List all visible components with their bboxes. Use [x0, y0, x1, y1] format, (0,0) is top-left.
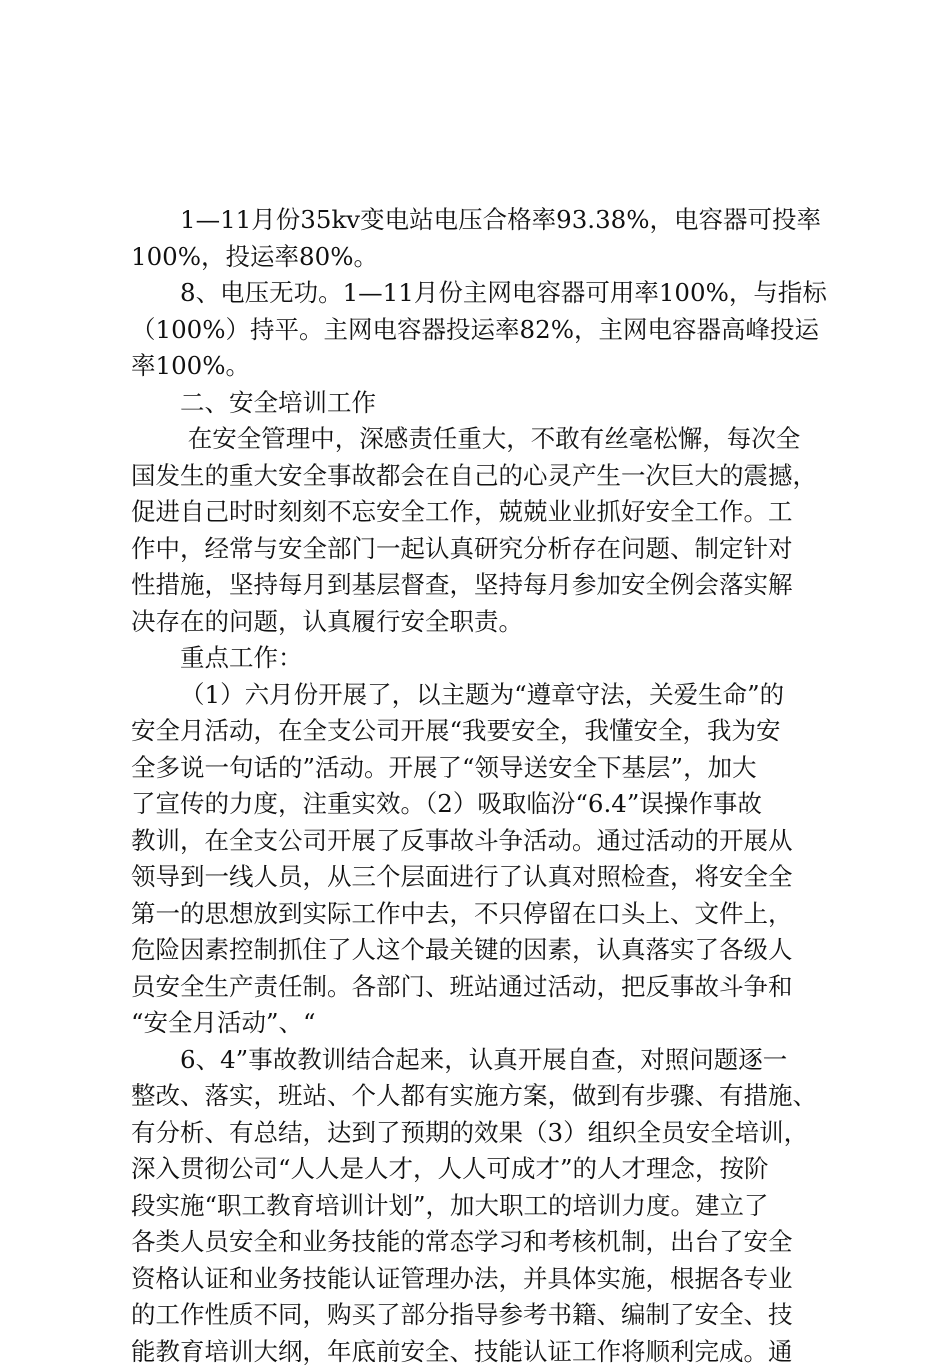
text-line: 作中，经常与安全部门一起认真研究分析存在问题、制定针对 — [131, 531, 831, 568]
text-line: 有分析、有总结，达到了预期的效果（3）组织全员安全培训， — [131, 1115, 831, 1152]
text-line: 了宣传的力度，注重实效。（2）吸取临汾“6.4”误操作事故 — [131, 786, 831, 823]
text-line: 员安全生产责任制。各部门、班站通过活动，把反事故斗争和 — [131, 969, 831, 1006]
text-line: 8、电压无功。1—11月份主网电容器可用率100%，与指标 — [131, 275, 831, 312]
text-line: 段实施“职工教育培训计划”，加大职工的培训力度。建立了 — [131, 1188, 831, 1225]
text-line: 6、4”事故教训结合起来，认真开展自查，对照问题逐一 — [131, 1042, 831, 1079]
text-line: 的工作性质不同，购买了部分指导参考书籍、编制了安全、技 — [131, 1297, 831, 1334]
text-line: 国发生的重大安全事故都会在自己的心灵产生一次巨大的震撼， — [131, 458, 831, 495]
text-line: 二、安全培训工作 — [131, 385, 831, 422]
text-line: 1—11月份35kv变电站电压合格率93.38%，电容器可投率 — [131, 202, 831, 239]
text-line: 整改、落实，班站、个人都有实施方案，做到有步骤、有措施、 — [131, 1078, 831, 1115]
text-line: 100%，投运率80%。 — [131, 239, 831, 276]
body-text — [131, 202, 831, 1370]
text-line: 全多说一句话的”活动。开展了“领导送安全下基层”，加大 — [131, 750, 831, 787]
text-line: 资格认证和业务技能认证管理办法，并具体实施，根据各专业 — [131, 1261, 831, 1298]
text-line: 重点工作： — [131, 640, 831, 677]
text-line: 危险因素控制抓住了人这个最关键的因素，认真落实了各级人 — [131, 932, 831, 969]
text-line: 领导到一线人员，从三个层面进行了认真对照检查，将安全全 — [131, 859, 831, 896]
text-line: （1）六月份开展了，以主题为“遵章守法，关爱生命”的 — [131, 677, 831, 714]
text-line: 深入贯彻公司“人人是人才，人人可成才”的人才理念，按阶 — [131, 1151, 831, 1188]
text-line: 促进自己时时刻刻不忘安全工作，兢兢业业抓好安全工作。工 — [131, 494, 831, 531]
text-line: 教训，在全支公司开展了反事故斗争活动。通过活动的开展从 — [131, 823, 831, 860]
text-line: “安全月活动”、“ — [131, 1005, 831, 1042]
text-line: （100%）持平。主网电容器投运率82%，主网电容器高峰投运 — [131, 312, 831, 349]
text-line: 决存在的问题，认真履行安全职责。 — [131, 604, 831, 641]
text-line: 性措施，坚持每月到基层督查，坚持每月参加安全例会落实解 — [131, 567, 831, 604]
text-line: 第一的思想放到实际工作中去，不只停留在口头上、文件上， — [131, 896, 831, 933]
text-line: 率100%。 — [131, 348, 831, 385]
text-line: 安全月活动，在全支公司开展“我要安全，我懂安全，我为安 — [131, 713, 831, 750]
text-line: 在安全管理中，深感责任重大，不敢有丝毫松懈，每次全 — [131, 421, 831, 458]
text-line: 能教育培训大纲，年底前安全、技能认证工作将顺利完成。通 — [131, 1334, 831, 1370]
text-line: 各类人员安全和业务技能的常态学习和考核机制，出台了安全 — [131, 1224, 831, 1261]
